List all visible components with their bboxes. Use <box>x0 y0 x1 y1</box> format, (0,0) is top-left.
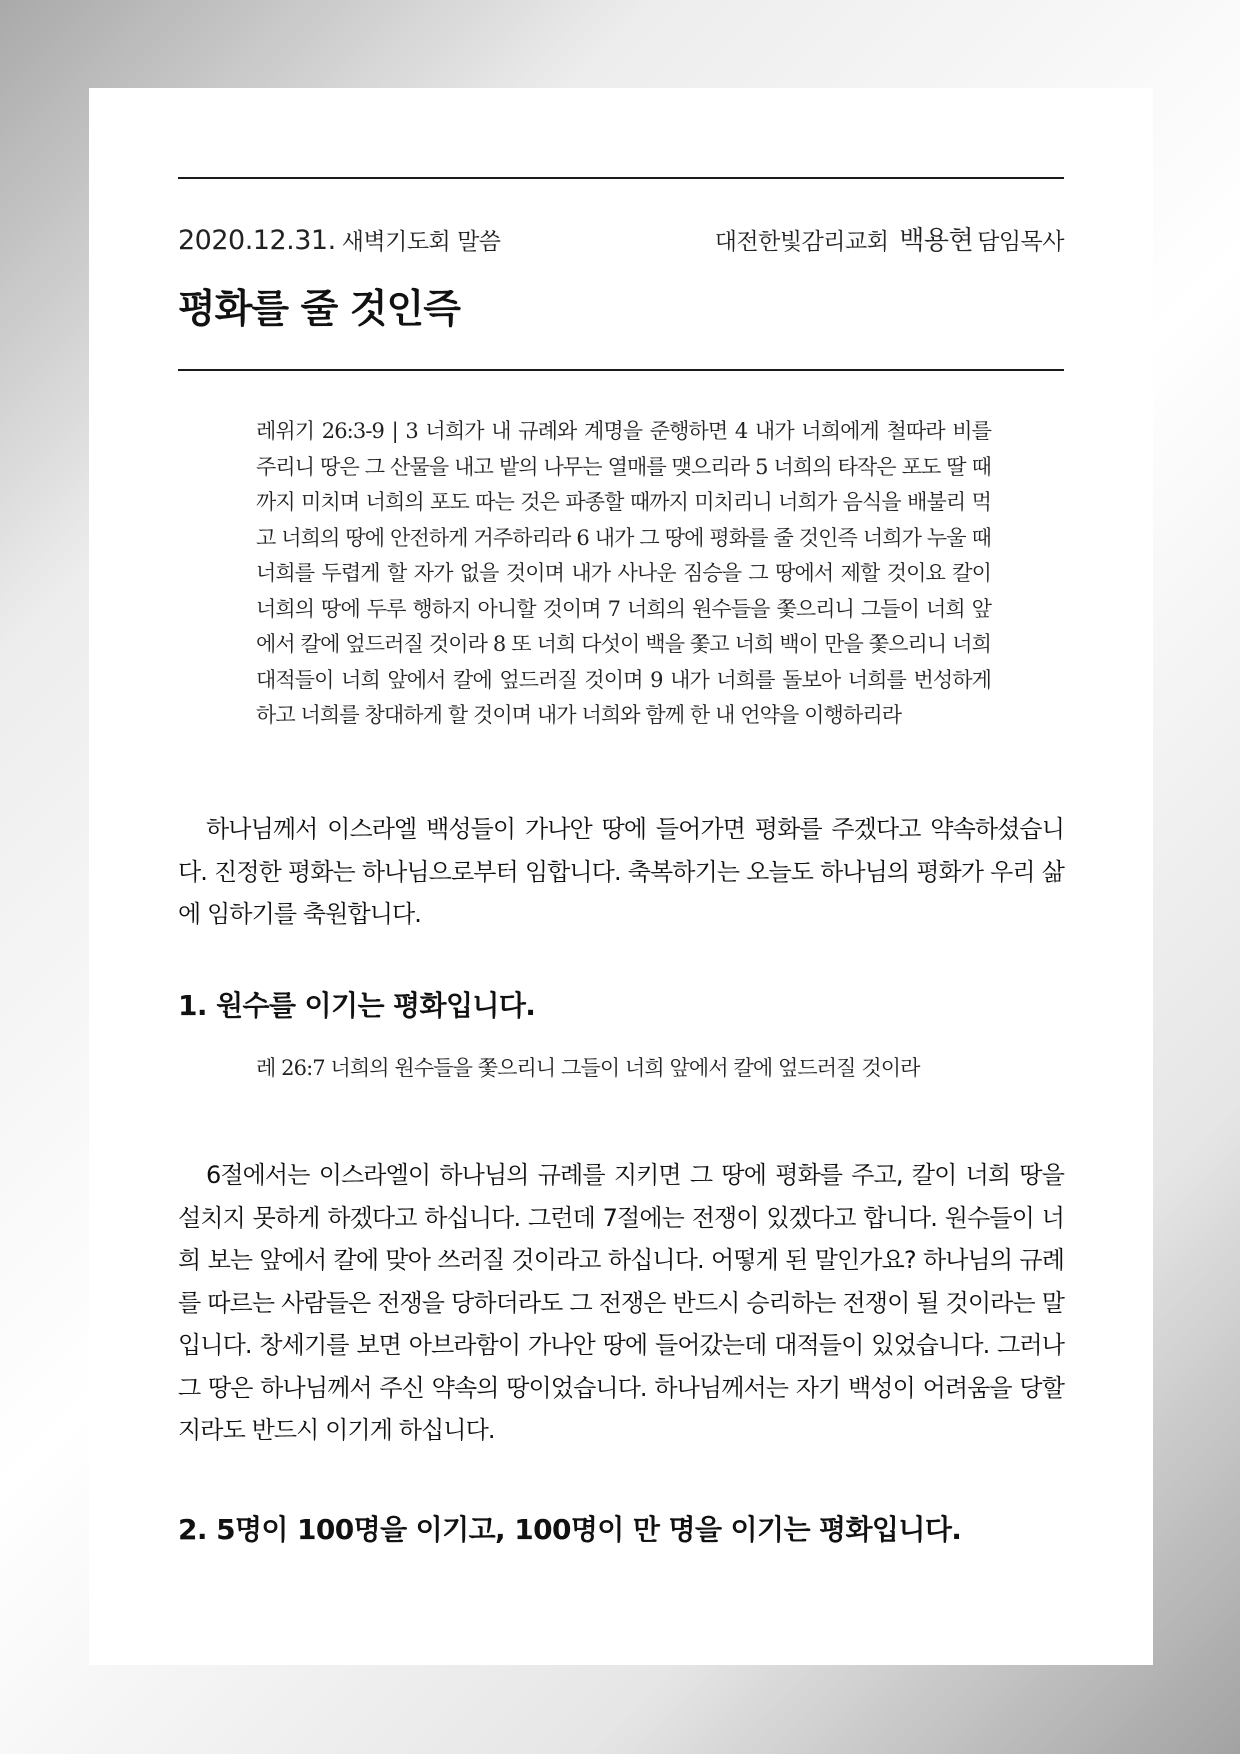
sermon-meta <box>178 220 1064 257</box>
section-1-body: 6절에서는 이스라엘이 하나님의 규례를 지키면 그 땅에 평화를 주고, 칼이 너희 땅을 설치지 못하게 하겠다고 하십니다. 그런데 7절에는 전쟁이 있겠다고 합니다. 원수들이 너희 보는 앞에서 칼에 맞아 쓰러질 것이라고 하십니다. 어떻게 된 말인가요? 하나님의 규례를 따르는 사람들은 전쟁을 당하더라도 그 전쟁은 반드시 승리하는 전쟁이 될 것이라는 말입니다. 창세기를 보면 아브라함이 가나안 땅에 들어갔는데 대적들이 있었습니다. 그러나 그 땅은 하나님께서 주신 약속의 땅이었습니다. 하나님께서는 자기 백성이 어려움을 당할지라도 반드시 이기게 하십니다. <box>178 1161 1064 1444</box>
intro-paragraph: 하나님께서 이스라엘 백성들이 가나안 땅에 들어가면 평화를 주겠다고 약속하셨습니다. 진정한 평화는 하나님으로부터 임합니다. 축복하기는 오늘도 하나님의 평화가 우리 삶에 임하기를 축원합니다. <box>178 815 1064 928</box>
church-name: 대전한빛감리교회 <box>714 229 889 255</box>
service-name: 새벽기도회 말씀 <box>341 229 501 255</box>
top-divider <box>178 177 1064 179</box>
bottom-divider <box>178 369 1064 371</box>
pastor-title: 담임목사 <box>977 229 1064 255</box>
section-1-quote: 레 26:7 너희의 원수들을 쫓으리니 그들이 너희 앞에서 칼에 엎드러질 것이라 <box>256 1056 920 1080</box>
document-page <box>89 88 1153 1665</box>
section-heading-1: 1. 원수를 이기는 평화입니다. <box>178 989 536 1022</box>
pastor-line <box>715 220 1064 257</box>
sermon-title: 평화를 줄 것인즉 <box>178 287 460 332</box>
sermon-date: 2020.12.31. <box>178 225 336 256</box>
section-heading-2: 2. 5명이 100명을 이기고, 100명이 만 명을 이기는 평화입니다. <box>178 1513 962 1546</box>
pastor-name: 백용현 <box>899 226 974 256</box>
sermon-date-line <box>178 223 501 256</box>
scripture-passage: 레위기 26:3-9 | 3 너희가 내 규례와 계명을 준행하면 4 내가 너희에게 철따라 비를 주리니 땅은 그 산물을 내고 밭의 나무는 열매를 맺으리라 5 너희의 타작은 포도 딸 때까지 미치며 너희의 포도 따는 것은 파종할 때까지 미치리니 너희가 음식을 배불리 먹고 너희의 땅에 안전하게 거주하리라 6 내가 그 땅에 평화를 줄 것인즉 너희가 누울 때 너희를 두렵게 할 자가 없을 것이며 내가 사나운 짐승을 그 땅에서 제할 것이요 칼이 너희의 땅에 두루 행하지 아니할 것이며 7 너희의 원수들을 쫓으리니 그들이 너희 앞에서 칼에 엎드러질 것이라 8 또 너희 다섯이 백을 쫓고 너희 백이 만을 쫓으리니 너희 대적들이 너희 앞에서 칼에 엎드러질 것이며 9 내가 너희를 돌보아 너희를 번성하게 하고 너희를 창대하게 할 것이며 내가 너희와 함께 한 내 언약을 이행하리라 <box>256 419 991 727</box>
